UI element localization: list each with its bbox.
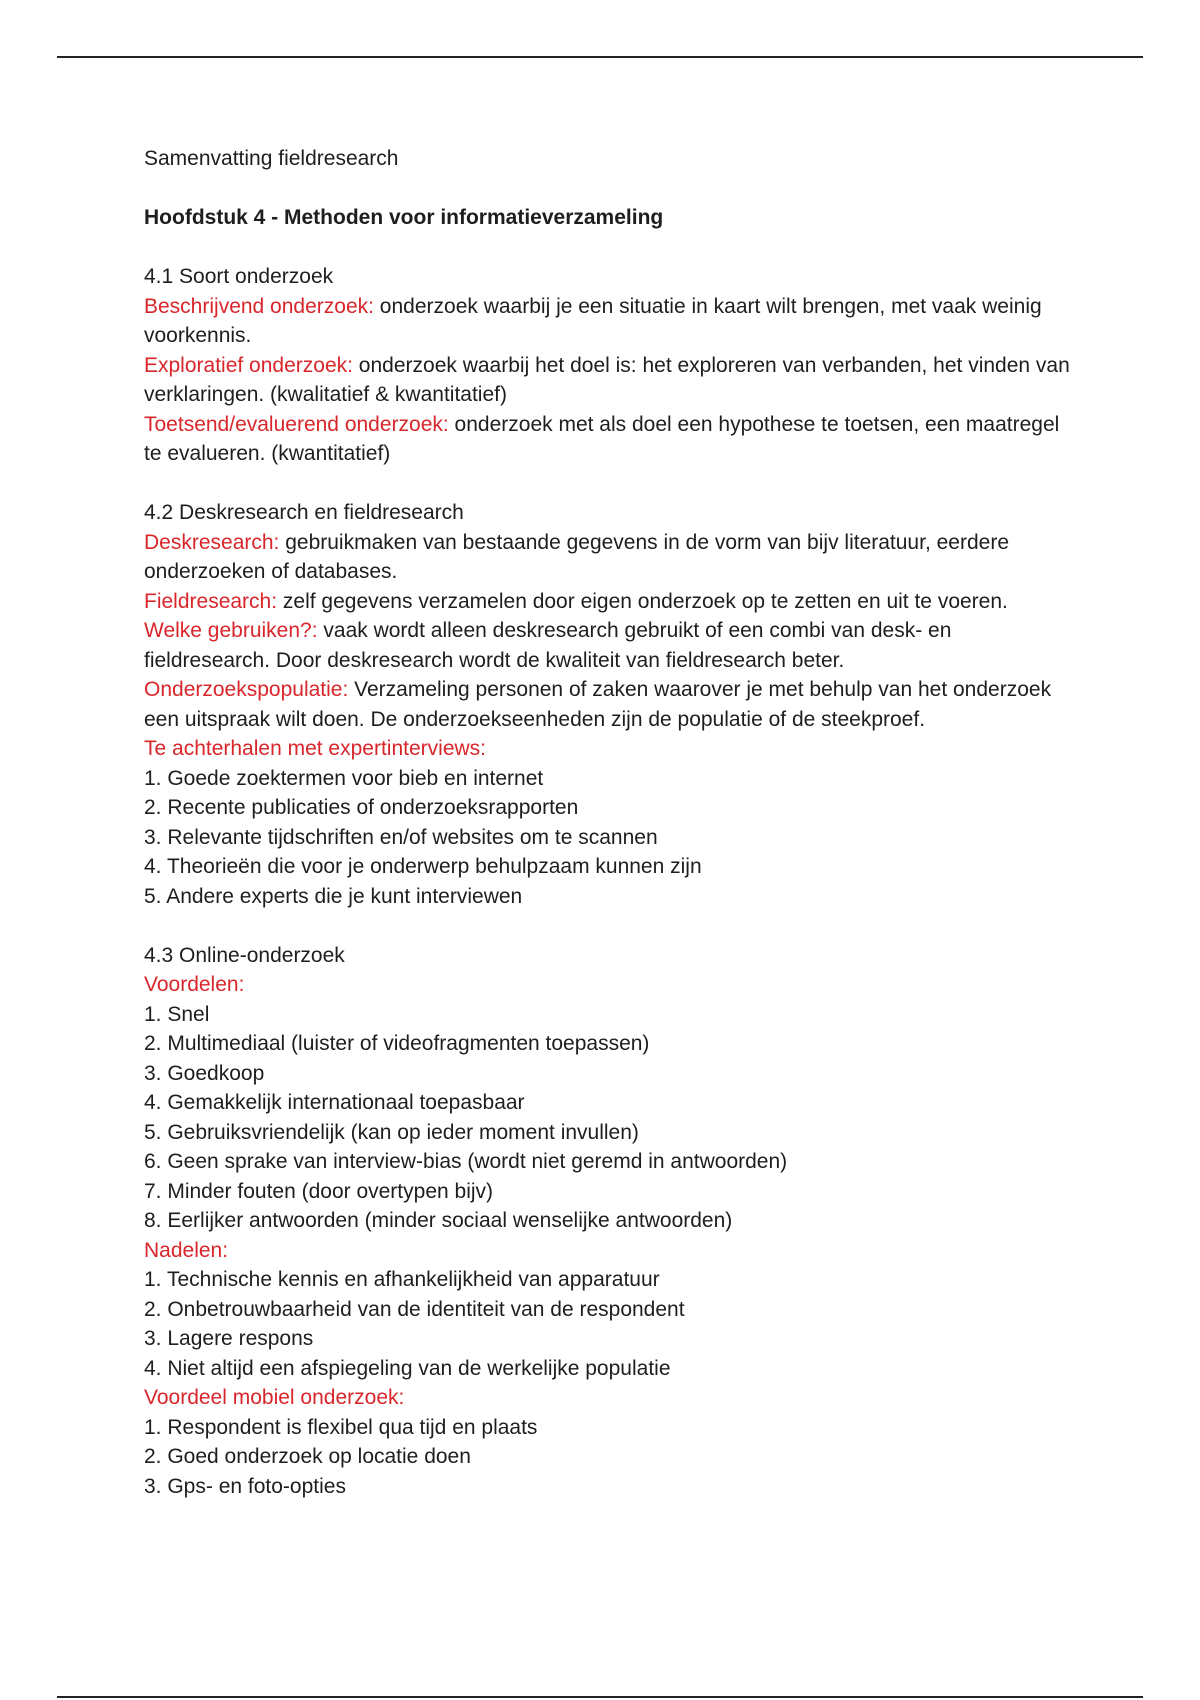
header-rule <box>57 56 1143 58</box>
list-item: 5. Gebruiksvriendelijk (kan op ieder moment invullen) <box>144 1120 639 1144</box>
list-item: 2. Multimediaal (luister of videofragmenten toepassen) <box>144 1032 650 1055</box>
definition-welke-gebruiken <box>144 616 1074 675</box>
voordelen-label: Voordelen: <box>144 973 245 996</box>
list-item: 6. Geen sprake van interview-bias (wordt niet geremd in antwoorden) <box>144 1150 788 1173</box>
definition-text: onderzoek waarbij het doel is: het exploreren van verbanden, het vinden van verklaringen. (kwalitatief & kwantitatief) <box>144 353 1070 406</box>
list-item: 3. Relevante tijdschriften en/of websites om te scannen <box>144 825 658 849</box>
list-item: 8. Eerlijker antwoorden (minder sociaal wenselijke antwoorden) <box>144 1209 733 1232</box>
definition-onderzoekspopulatie <box>144 675 1074 734</box>
list-item: 2. Goed onderzoek op locatie doen <box>144 1445 471 1468</box>
definition-text: vaak wordt alleen deskresearch gebruikt of een combi van desk- en fieldresearch. Door deskresearch wordt de kwaliteit van fieldresearch beter. <box>144 619 952 672</box>
list-item: 1. Respondent is flexibel qua tijd en plaats <box>144 1415 538 1439</box>
definition-term: Toetsend/evaluerend onderzoek: <box>144 412 449 436</box>
definition-beschrijvend <box>144 292 1074 351</box>
definition-text: onderzoek met als doel een hypothese te toetsen, een maatregel te evalueren. (kwantitatief) <box>144 412 1060 465</box>
list-item: 2. Recente publicaties of onderzoeksrapporten <box>144 796 579 819</box>
definition-deskresearch <box>144 528 1074 587</box>
definition-term: Exploratief onderzoek: <box>144 353 353 377</box>
list-item: 7. Minder fouten (door overtypen bijv) <box>144 1179 494 1203</box>
section-heading-4-3: 4.3 Online-onderzoek <box>144 943 345 967</box>
list-item: 1. Goede zoektermen voor bieb en internet <box>144 766 544 790</box>
definition-exploratief <box>144 351 1074 410</box>
definition-term: Fieldresearch: <box>144 589 278 613</box>
list-item: 1. Snel <box>144 1002 210 1026</box>
document-title: Samenvatting fieldresearch <box>144 147 399 170</box>
list-item: 3. Lagere respons <box>144 1327 314 1350</box>
definition-text: Verzameling personen of zaken waarover je met behulp van het onderzoek een uitspraak wilt doen. De onderzoekseenheden zijn de populatie of de steekproef. <box>144 678 1052 731</box>
nadelen-label: Nadelen: <box>144 1238 229 1262</box>
definition-term: Welke gebruiken?: <box>144 619 318 642</box>
list-item: 4. Gemakkelijk internationaal toepasbaar <box>144 1091 525 1114</box>
definition-fieldresearch <box>144 587 1074 617</box>
footer-rule <box>57 1696 1143 1698</box>
definition-term: Beschrijvend onderzoek: <box>144 294 374 318</box>
chapter-heading: Hoofdstuk 4 - Methoden voor informatieverzameling <box>144 206 664 229</box>
list-item: 5. Andere experts die je kunt interviewen <box>144 884 523 908</box>
list-item: 2. Onbetrouwbaarheid van de identiteit van de respondent <box>144 1297 685 1321</box>
section-heading-4-1: 4.1 Soort onderzoek <box>144 265 334 288</box>
list-item: 3. Gps- en foto-opties <box>144 1474 346 1498</box>
mobiel-label: Voordeel mobiel onderzoek: <box>144 1386 405 1409</box>
definition-term: Deskresearch: <box>144 530 280 554</box>
definition-text: zelf gegevens verzamelen door eigen onderzoek op te zetten en uit te voeren. <box>277 589 1008 613</box>
definition-text: onderzoek waarbij je een situatie in kaart wilt brengen, met vaak weinig voorkennis. <box>144 294 1042 347</box>
list-item: 4. Theorieën die voor je onderwerp behulpzaam kunnen zijn <box>144 855 702 878</box>
list-item: 1. Technische kennis en afhankelijkheid van apparatuur <box>144 1268 660 1291</box>
section-heading-4-2: 4.2 Deskresearch en fieldresearch <box>144 501 464 524</box>
document-body <box>144 144 1074 1501</box>
expert-list-label: Te achterhalen met expertinterviews: <box>144 737 486 760</box>
definition-text: gebruikmaken van bestaande gegevens in de vorm van bijv literatuur, eerdere onderzoeken of databases. <box>144 530 1009 583</box>
list-item: 4. Niet altijd een afspiegeling van de werkelijke populatie <box>144 1356 671 1380</box>
definition-toetsend <box>144 410 1074 469</box>
definition-term: Onderzoekspopulatie: <box>144 678 349 701</box>
list-item: 3. Goedkoop <box>144 1061 265 1085</box>
